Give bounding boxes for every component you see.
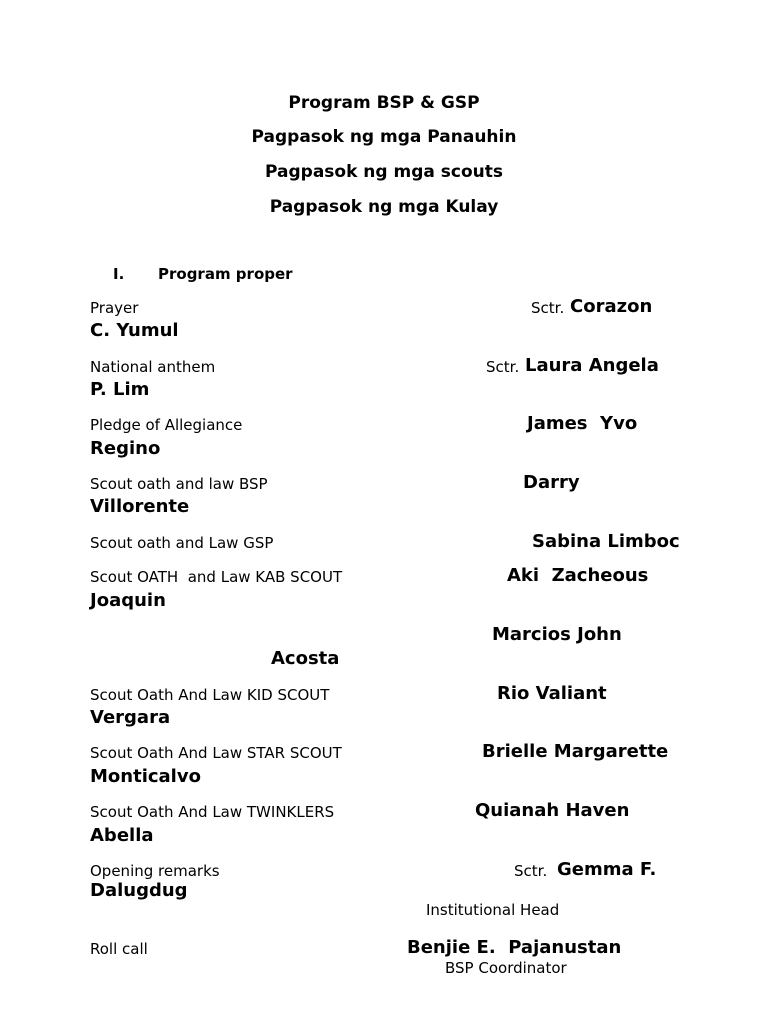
rollcall-label: Roll call bbox=[90, 940, 148, 958]
subtitle-scouts: Pagpasok ng mga scouts bbox=[265, 162, 503, 182]
pledge-name-cont: Regino bbox=[90, 438, 161, 459]
oath-twinklers-name: Quianah Haven bbox=[475, 800, 630, 821]
oath-bsp-name-cont: Villorente bbox=[90, 496, 190, 517]
anthem-label: National anthem bbox=[90, 358, 216, 376]
oath-bsp-name: Darry bbox=[523, 472, 580, 493]
prayer-prefix: Sctr. bbox=[531, 299, 565, 317]
opening-role: Institutional Head bbox=[426, 901, 560, 919]
section-title: Program proper bbox=[158, 265, 293, 283]
prayer-name: Corazon bbox=[570, 296, 653, 317]
oath-star-label: Scout Oath And Law STAR SCOUT bbox=[90, 744, 342, 762]
section-number: I. bbox=[113, 265, 125, 283]
anthem-prefix: Sctr. bbox=[486, 358, 520, 376]
oath-kab-name2: Marcios John bbox=[492, 624, 622, 645]
pledge-name: James Yvo bbox=[527, 413, 638, 434]
oath-gsp-name: Sabina Limboc bbox=[532, 531, 680, 552]
oath-star-name-cont: Monticalvo bbox=[90, 766, 201, 787]
oath-twinklers-name-cont: Abella bbox=[90, 825, 154, 846]
prayer-label: Prayer bbox=[90, 299, 139, 317]
oath-kab-name-cont: Joaquin bbox=[90, 590, 166, 611]
oath-kid-label: Scout Oath And Law KID SCOUT bbox=[90, 686, 330, 704]
opening-label: Opening remarks bbox=[90, 862, 220, 880]
opening-name-cont: Dalugdug bbox=[90, 880, 188, 901]
subtitle-panauhin: Pagpasok ng mga Panauhin bbox=[251, 127, 517, 147]
rollcall-name: Benjie E. Pajanustan bbox=[407, 937, 622, 958]
oath-kid-name: Rio Valiant bbox=[497, 683, 607, 704]
subtitle-kulay: Pagpasok ng mga Kulay bbox=[269, 197, 499, 217]
opening-name: Gemma F. bbox=[557, 859, 657, 880]
opening-prefix: Sctr. bbox=[514, 862, 548, 880]
doc-title: Program BSP & GSP bbox=[288, 93, 480, 113]
oath-bsp-label: Scout oath and law BSP bbox=[90, 475, 268, 493]
pledge-label: Pledge of Allegiance bbox=[90, 416, 243, 434]
anthem-name: Laura Angela bbox=[525, 355, 659, 376]
anthem-name-cont: P. Lim bbox=[90, 379, 150, 400]
rollcall-role: BSP Coordinator bbox=[445, 959, 567, 977]
oath-gsp-label: Scout oath and Law GSP bbox=[90, 534, 274, 552]
oath-star-name: Brielle Margarette bbox=[482, 741, 669, 762]
oath-kab-name2-cont: Acosta bbox=[271, 648, 340, 669]
oath-twinklers-label: Scout Oath And Law TWINKLERS bbox=[90, 803, 335, 821]
prayer-name-cont: C. Yumul bbox=[90, 320, 179, 341]
oath-kab-name: Aki Zacheous bbox=[507, 565, 649, 586]
oath-kab-label: Scout OATH and Law KAB SCOUT bbox=[90, 568, 343, 586]
oath-kid-name-cont: Vergara bbox=[90, 707, 171, 728]
